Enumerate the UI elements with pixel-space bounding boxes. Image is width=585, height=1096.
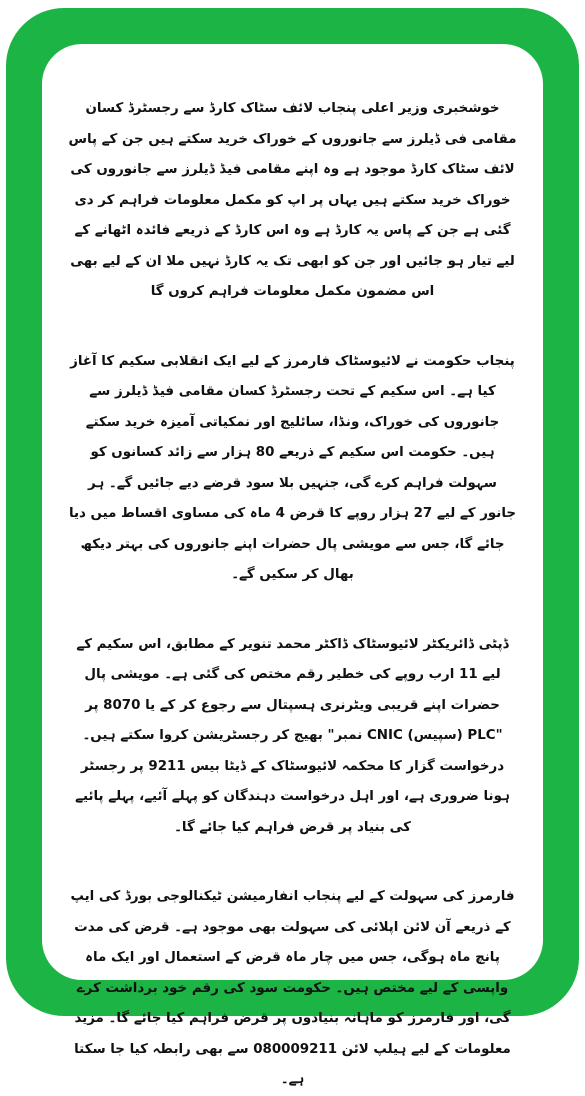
article-card — [42, 44, 543, 1087]
paragraph-online-apply: فارمرز کی سہولت کے لیے پنجاب انفارمیشن ٹیکنالوجی بورڈ کی ایپ کے ذریعے آن لائن اپلائی کی سہولت بھی موجود ہے۔ قرض کی مدت پانچ ماہ ہوگی، جس میں چار ماہ قرض کے استعمال اور ایک ماہ واپسی کے لیے مختص ہیں۔ حکومت سود کی رقم خود برداشت کرے گی، اور فارمرز کو ماہانہ بنیادوں پر قرض فراہم کیا جائے گا۔ مزید معلومات کے لیے ہیلپ لائن 080009211 سے بھی رابطہ کیا جا سکتا ہے۔ — [70, 889, 515, 1087]
paragraph-intro: خوشخبری وزیر اعلی پنجاب لائف سٹاک کارڈ سے رجسٹرڈ کسان مقامی فی ڈیلرز سے جانوروں کے خوراک خرید سکتے ہیں جن کے پاس لائف سٹاک کارڈ موجود ہے وہ اپنے مقامی فیڈ ڈیلرز سے جانوروں کی خوراک خرید سکتے ہیں یہاں پر اپ کو مکمل معلومات فراہم کر دی گئی ہے جن کے پاس یہ کارڈ ہے وہ اس کارڈ کے ذریعے فائدہ اٹھانے کے لیے تیار ہو جائیں اور جن کو ابھی تک یہ کارڈ نہیں ملا ان کے لیے بھی اس مضمون مکمل معلومات فراہم کروں گا — [68, 101, 517, 299]
paragraph-scheme: پنجاب حکومت نے لائیوسٹاک فارمرز کے لیے ایک انقلابی سکیم کا آغاز کیا ہے۔ اس سکیم کے تحت رجسٹرڈ کسان مقامی فیڈ ڈیلرز سے جانوروں کی خوراک، ونڈا، سائلیج اور نمکیاتی آمیزہ خرید سکتے ہیں۔ حکومت اس سکیم کے ذریعے 80 ہزار سے زائد کسانوں کو سہولت فراہم کرے گی، جنہیں بلا سود قرضے دیے جائیں گے۔ ہر جانور کے لیے 27 ہزار روپے کا قرض 4 ماہ کی مساوی اقساط میں دیا جائے گا، جس سے مویشی پال حضرات اپنے جانوروں کی بہتر دیکھ بھال کر سکیں گے۔ — [68, 353, 517, 582]
paragraph-registration: ڈپٹی ڈائریکٹر لائیوسٹاک ڈاکٹر محمد تنویر کے مطابق، اس سکیم کے لیے 11 ارب روپے کی خطیر رقم مختص کی گئی ہے۔ مویشی پال حضرات اپنے قریبی ویٹرنری ہسپتال سے رجوع کر کے یا 8070 پر "PLC (سپیس) CNIC نمبر" بھیج کر رجسٹریشن کروا سکتے ہیں۔ درخواست گزار کا محکمہ لائیوسٹاک کے ڈیٹا بیس 9211 پر رجسٹر ہونا ضروری ہے، اور اہل درخواست دہندگان کو پہلے آئیے، پہلے پائیے کی بنیاد پر قرض فراہم کیا جائے گا۔ — [75, 636, 510, 835]
article-body — [68, 94, 517, 1087]
